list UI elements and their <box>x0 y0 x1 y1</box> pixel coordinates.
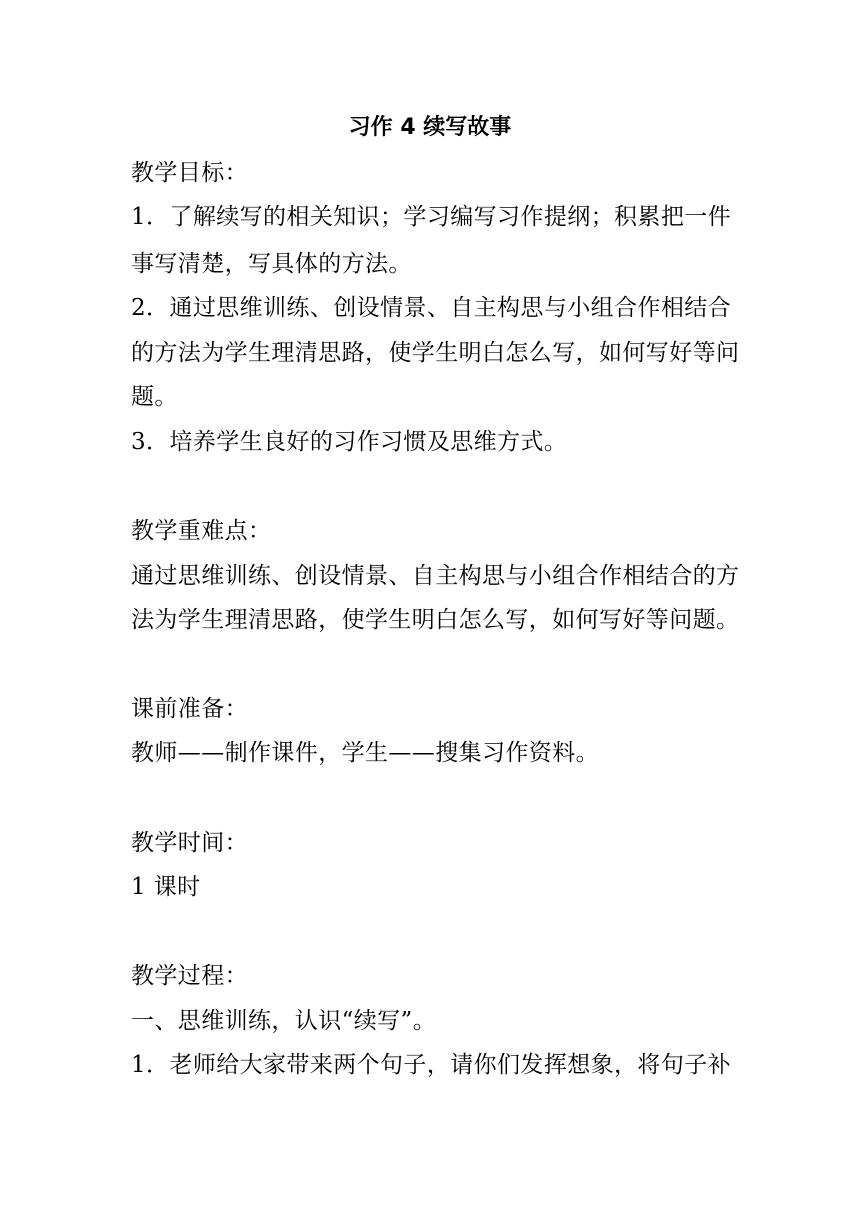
section-heading-process: 教学过程： <box>131 963 248 989</box>
section-heading-objectives: 教学目标： <box>131 160 248 186</box>
paragraph-line: 的方法为学生理清思路，使学生明白怎么写，如何写好等问 <box>131 340 740 366</box>
paragraph-line: 通过思维训练、创设情景、自主构思与小组合作相结合的方 <box>131 563 740 589</box>
section-heading-key-points: 教学重难点： <box>131 518 272 544</box>
section-heading-time: 教学时间： <box>131 830 248 856</box>
paragraph-line: 3．培养学生良好的习作习惯及思维方式。 <box>131 429 568 455</box>
document-title: 习作 4 续写故事 <box>348 115 512 140</box>
paragraph-line: 题。 <box>131 384 178 410</box>
paragraph-line: 1．了解续写的相关知识；学习编写习作提纲；积累把一件 <box>131 204 732 230</box>
paragraph-line: 事写清楚，写具体的方法。 <box>131 251 412 277</box>
paragraph-line: 一、思维训练，认识“续写”。 <box>131 1008 437 1034</box>
paragraph-line: 教师——制作课件，学生——搜集习作资料。 <box>131 740 599 766</box>
paragraph-line: 1．老师给大家带来两个句子，请你们发挥想象，将句子补 <box>131 1052 732 1078</box>
section-heading-preparation: 课前准备： <box>131 696 248 722</box>
paragraph-line: 1 课时 <box>131 874 201 900</box>
paragraph-line: 法为学生理清思路，使学生明白怎么写，如何写好等问题。 <box>131 607 740 633</box>
paragraph-line: 2．通过思维训练、创设情景、自主构思与小组合作相结合 <box>131 295 732 321</box>
